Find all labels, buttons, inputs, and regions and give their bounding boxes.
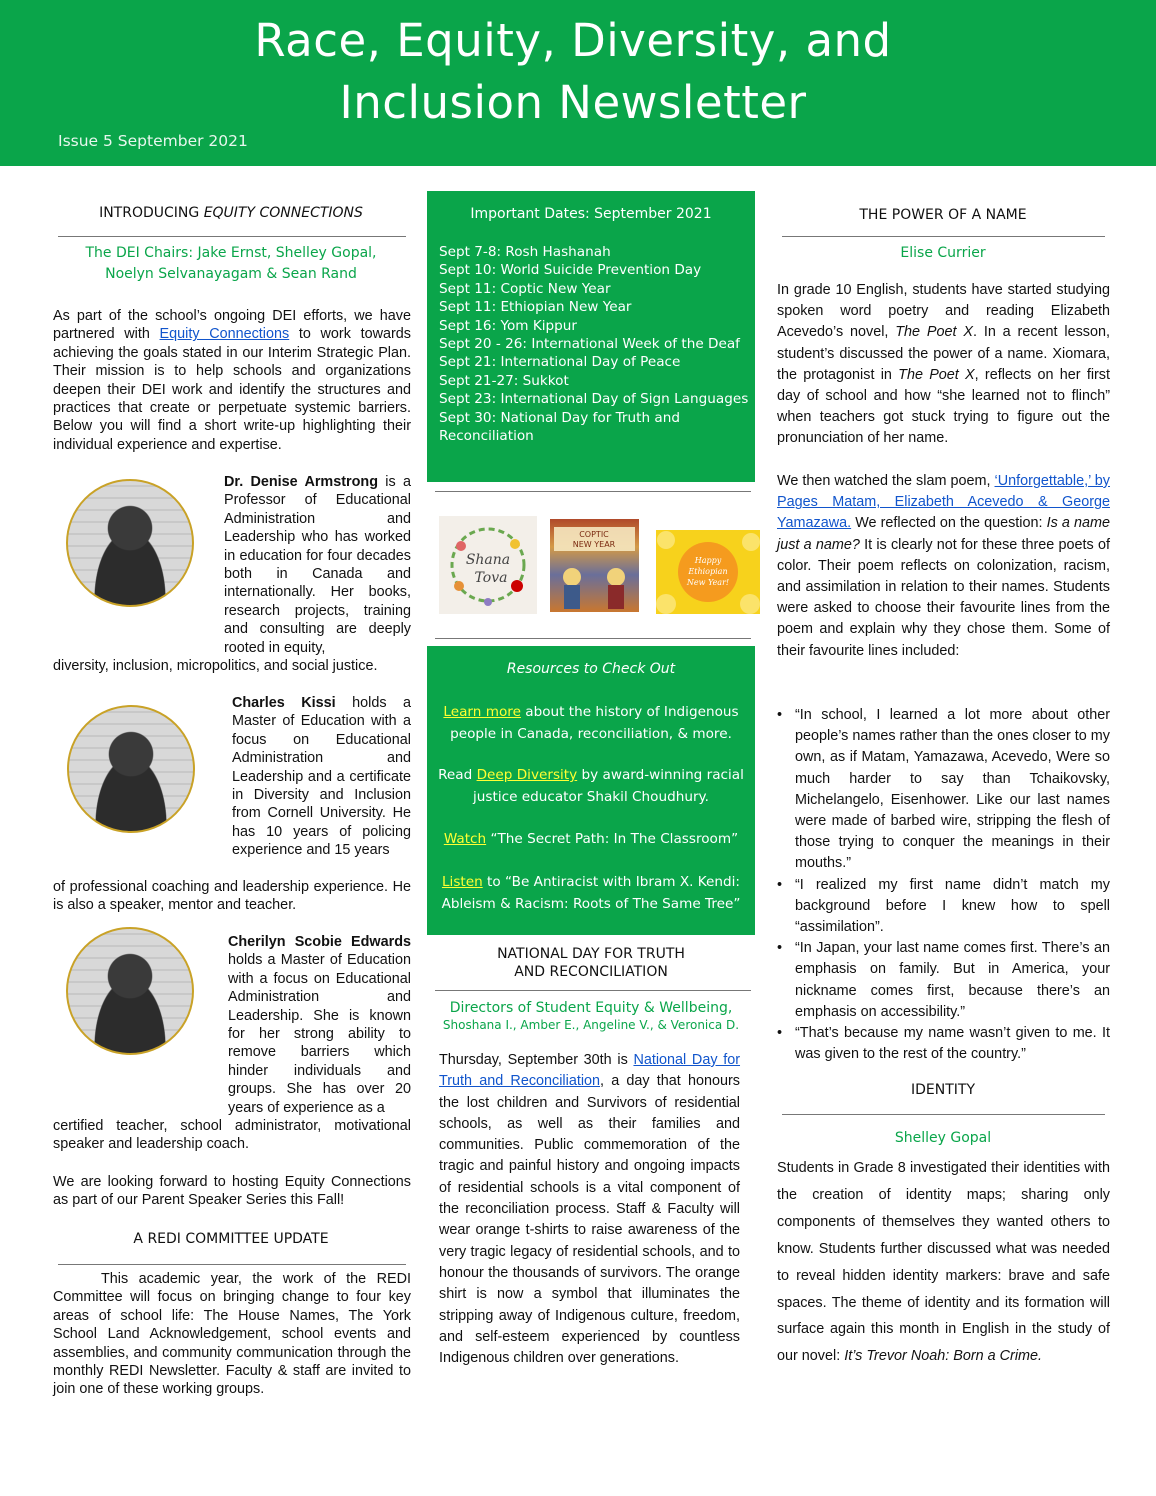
new-year-text: NEW YEAR [572,540,616,549]
closing-paragraph: We are looking forward to hosting Equity Connections as part of our Parent Speaker Series this Fall! [53,1174,411,1209]
date-item: Sept 11: Coptic New Year [439,280,611,297]
identity-author: Shelley Gopal [894,1130,992,1146]
favourite-lines-list [777,705,1110,1065]
divider [435,990,751,991]
tova-text: Tova [474,570,508,586]
bio-charles-kissi: Charles Kissi holds a Master of Education with a focus on Educational Administration and Leadership and a certificate in Diversity and Inclusion from Cornell University. He has 10 years of policing experience and 15 years [232,695,411,859]
bio-cherilyn-scobie-edwards: Cherilyn Scobie Edwards holds a Master of Education with a focus on Educational Administration and Leadership. She is known for her strong ability to remove barriers which hinder individuals and groups. She has over 20 years of experience as a [228,934,411,1116]
divider [58,236,406,237]
power-of-a-name-heading: THE POWER OF A NAME [859,207,1027,223]
denise-armstrong-photo [66,479,194,607]
identity-heading: IDENTITY [910,1082,975,1098]
bio-charles-kissi-tail: of professional coaching and leadership experience. He is also a speaker, mentor and teacher. [53,879,411,914]
redi-heading: A REDI COMMITTEE UPDATE [133,1231,329,1247]
important-dates-list [439,243,749,445]
quote-item: • “That’s because my name wasn’t given to me. It was given to the rest of the country.” [777,1023,1110,1065]
important-dates-title: Important Dates: September 2021 [470,206,712,222]
happy-text: Happy [694,556,722,565]
coptic-icon-art [550,519,639,612]
divider [435,491,751,492]
quote-item: • “In Japan, your last name comes first. There’s an emphasis on family. But in America, your nickname comes first, because there’s an emphasis on accessibility.” [777,938,1110,1023]
newsletter-header [0,0,1156,166]
equity-connections-link[interactable]: Equity Connections [159,326,290,343]
divider [435,638,751,639]
date-item: Sept 11: Ethiopian New Year [439,299,632,316]
newsletter-title-line2: Inclusion Newsletter [339,76,807,129]
ndtr-heading: NATIONAL DAY FOR TRUTH AND RECONCILIATION [497,946,685,980]
bio-cherilyn-tail: certified teacher, school administrator, motivational speaker and leadership coach. [53,1118,411,1153]
listen-link[interactable]: Listen [441,874,483,890]
name-paragraph-2: We then watched the slam poem, ‘Unforgettable,’ by Pages Matam, Elizabeth Acevedo & George Yamazawa. We reflected on the question: Is a name just a name? It is clearly not for these three poets of color. Their poem reflects on colonization, racism, and assimilation in relation to their names. Students were asked to choose their favourite lines from the poem and explain why they chose them. Some of their favourite lines included: [777,473,1110,659]
resource-be-antiracist: Listen to “Be Antiracist with Ibram X. Kendi: Ableism & Racism: Roots of The Same Tree” [441,874,741,912]
shana-tova-image [439,516,537,614]
intro-paragraph: As part of the school’s ongoing DEI efforts, we have partnered with Equity Connections to work towards achieving the goals stated in our Interim Strategic Plan. Their mission is to help schools and organizations deepen their DEI work and identify the structures and practices that create or perpetuate systemic barriers. Below you will find a short write-up highlighting their individual experience and expertise. [53,308,411,453]
ethiopian-new-year-image [656,530,760,614]
name-paragraph-1: In grade 10 English, students have started studying spoken word poetry and reading Elizabeth Acevedo’s novel, The Poet X. In a recent lesson, student’s discussed the power of a name. Xiomara, the protagonist in The Poet X, reflects on her first day of school and how “she learned not to flinch” when teachers got stuck trying to figure out the pronunciation of her name. [777,282,1111,447]
identity-paragraph: Students in Grade 8 investigated their identities with the creation of identity maps; sharing only components of themselves they wanted others to know. Students further discussed what was needed to reveal hidden identity markers: brave and safe spaces. The theme of identity and its formation will surface again this month in English in the study of our novel: It’s Trevor Noah: Born a Crime. [777,1160,1110,1365]
intro-heading: INTRODUCING EQUITY CONNECTIONS [99,205,363,221]
resource-secret-path: Watch “The Secret Path: In The Classroom” [443,831,739,847]
date-item: Sept 30: National Day for Truth and Reconciliation [439,409,680,445]
date-item: Sept 16: Yom Kippur [439,317,578,334]
issue-label: Issue 5 September 2021 [58,132,248,150]
ethiopian-text: Ethiopian [688,567,728,576]
dei-chairs: The DEI Chairs: Jake Ernst, Shelley Gopal, Noelyn Selvanayagam & Sean Rand [85,245,377,282]
newsletter-title-line1: Race, Equity, Diversity, and [254,14,892,67]
date-item: Sept 10: World Suicide Prevention Day [439,262,702,279]
cherilyn-scobie-edwards-photo [66,927,194,1055]
coptic-text: COPTIC [579,530,609,539]
redi-paragraph: This academic year, the work of the REDI Committee will focus on bringing change to four key areas of school life: The House Names, The York School Land Acknowledgement, school events and assemblies, and community communication through the monthly REDI Newsletter. Faculty & staff are invited to join one of these working groups. [53,1271,411,1398]
quote-item: • “I realized my first name didn’t match my background before I knew how to spell “assimilation”. [777,875,1110,939]
shana-tova-wreath-icon [439,516,537,614]
date-item: Sept 7-8: Rosh Hashanah [439,244,611,260]
watch-link[interactable]: Watch [443,831,487,847]
important-dates-box [427,191,755,482]
date-item: Sept 21: International Day of Peace [439,354,681,371]
deep-diversity-link[interactable]: Deep Diversity [476,767,578,783]
resources-box [427,646,755,935]
bio-denise-armstrong-tail: diversity, inclusion, micropolitics, and social justice. [53,658,378,674]
ndtr-paragraph: Thursday, September 30th is National Day for Truth and Reconciliation, a day that honours the lost children and Survivors of residential schools, as well as their families and communities. Public commemoration of the tragic and painful history and ongoing impacts of residential schools is a vital component of the reconciliation process. Staff & Faculty will wear orange t-shirts to raise awareness of the very tragic legacy of residential schools, and to honour the thousands of survivors. The orange shirt is now a symbol that illuminates the stripping away of Indigenous culture, freedom, and self-esteem experienced by countless Indigenous children over generations. [439,1052,741,1367]
ndtr-authors: Directors of Student Equity & Wellbeing, Shoshana I., Amber E., Angeline V., & Veronica D. [442,1000,740,1032]
resource-indigenous-history: Learn more about the history of Indigenous people in Canada, reconciliation, & more. [443,704,739,742]
ethiopian-flower-icon [656,530,760,614]
resources-title: Resources to Check Out [506,661,676,677]
date-item: Sept 21-27: Sukkot [439,372,569,389]
date-item: Sept 20 - 26: International Week of the Deaf [439,336,740,353]
ndtr-link[interactable]: National Day for Truth and Reconciliation [439,1052,741,1090]
unforgettable-poem-link[interactable]: ‘Unforgettable,’ by Pages Matam, Elizabeth Acevedo & George Yamazawa. [777,473,1110,532]
coptic-new-year-image [550,519,639,612]
divider [782,236,1105,237]
date-item: Sept 23: International Day of Sign Languages [439,391,749,408]
resource-deep-diversity: Read Deep Diversity by award-winning racial justice educator Shakil Choudhury. [438,767,744,805]
new-year-exclaim-text: New Year! [686,578,730,587]
bio-denise-armstrong: Dr. Denise Armstrong is a Professor of Educational Administration and Leadership who has worked in education for four decades both in Canada and internationally. Her books, research projects, training and consulting are deeply rooted in equity, [224,474,411,656]
shana-text: Shana [465,552,511,568]
charles-kissi-photo [67,705,195,833]
name-author: Elise Currier [900,245,986,261]
divider [58,1264,406,1265]
learn-more-link[interactable]: Learn more [443,704,521,720]
quote-item: • “In school, I learned a lot more about other people’s names rather than the ones closer to my own, as if Matam, Yamazawa, Acevedo, Were so much harder to say than Tchaikovsky, Michelangelo, Eisenhower. Like our last names were made of barbed wire, stripping the flesh of those trying to conquer the meanings in their mouths.” [777,705,1110,875]
divider [782,1114,1105,1115]
